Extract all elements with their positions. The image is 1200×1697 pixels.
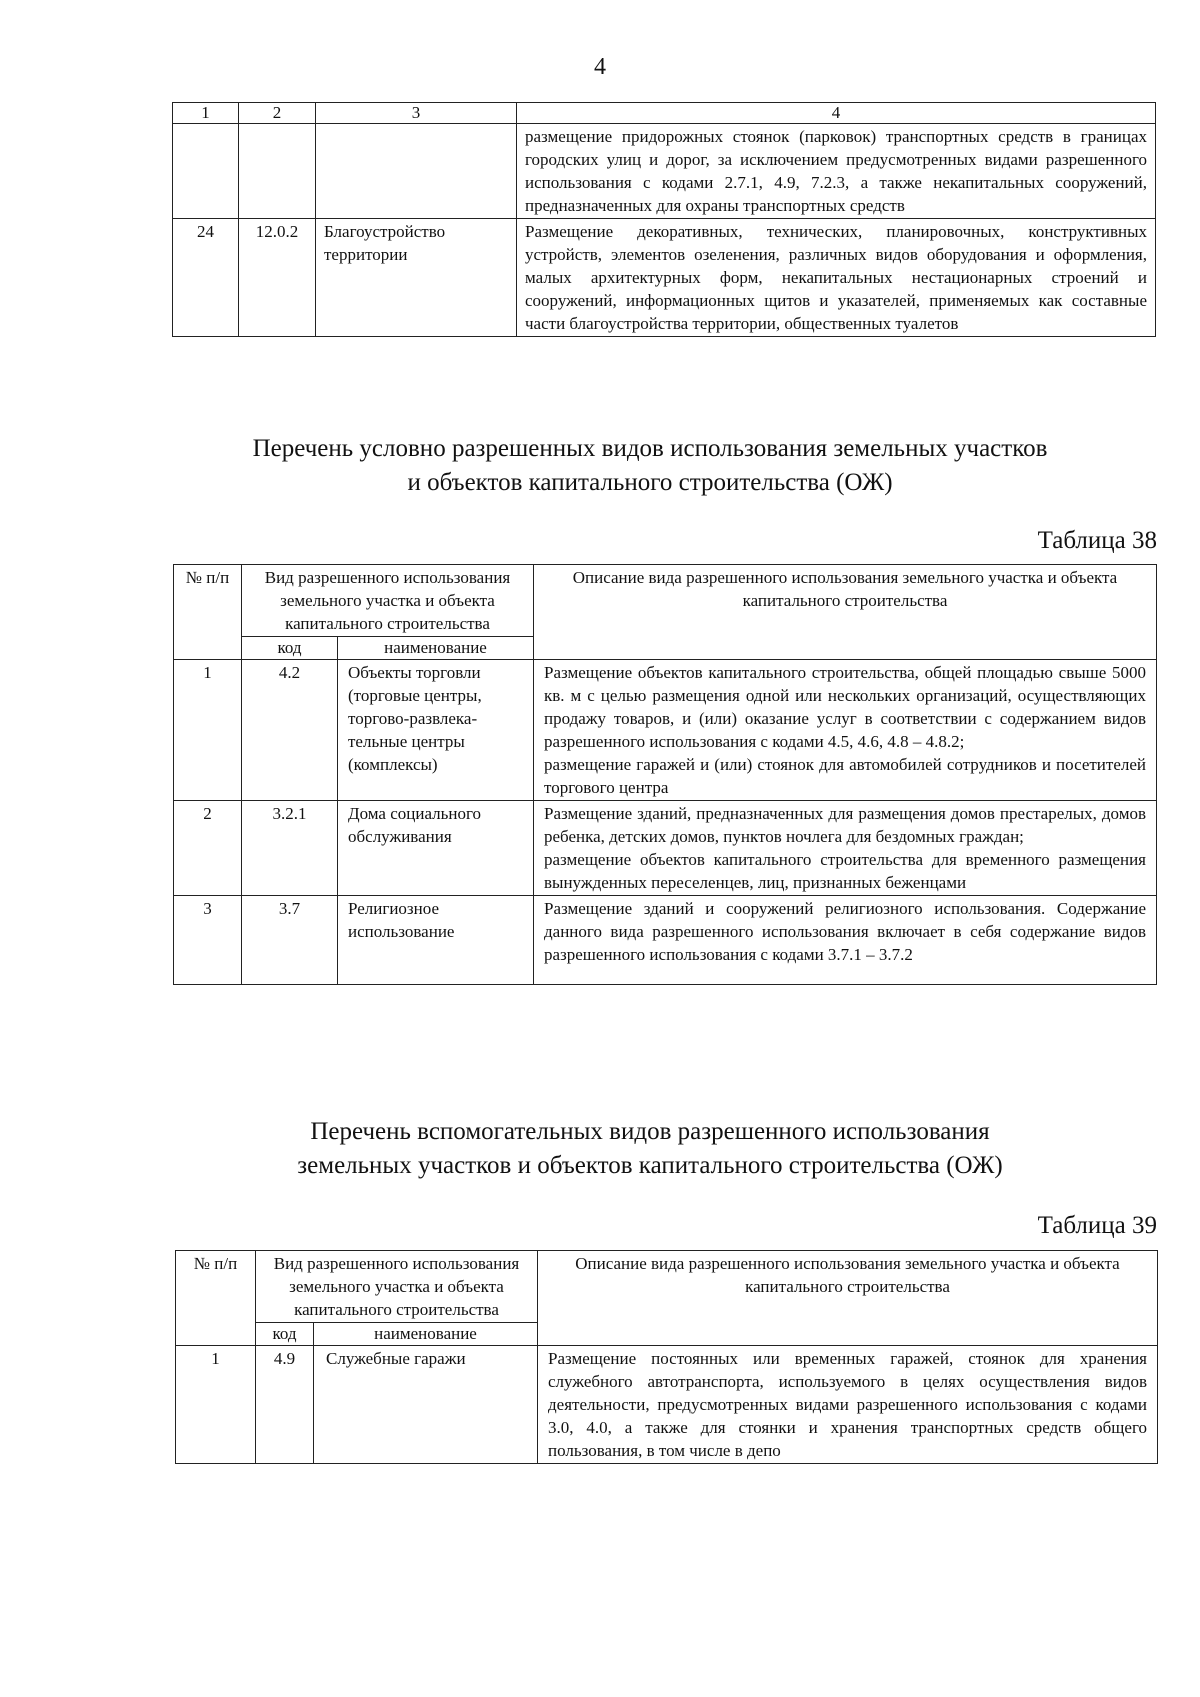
row-number: [173, 124, 239, 219]
row-name: [316, 124, 517, 219]
row-number: 24: [173, 219, 239, 337]
table-header-row: [173, 103, 1156, 124]
row-code: 4.2: [242, 660, 338, 801]
table-38-label: Таблица 38: [1037, 527, 1157, 554]
column-number-2: 2: [239, 103, 316, 124]
table-header-row: [174, 565, 1157, 637]
header-description: Описание вида разрешенного использования земельного участка и объекта капитального строительства: [534, 565, 1157, 660]
page-number: 4: [594, 54, 606, 80]
table-row: [174, 801, 1157, 896]
row-name: Служебные гаражи: [314, 1346, 538, 1464]
header-number: № п/п: [174, 565, 242, 660]
header-code: код: [242, 637, 338, 660]
row-number: 1: [174, 660, 242, 801]
header-description: Описание вида разрешенного использования земельного участка и объекта капитального строительства: [538, 1251, 1158, 1346]
row-code: [239, 124, 316, 219]
header-name: наименование: [338, 637, 534, 660]
row-description: Размещение декоративных, технических, планировочных, конструктивных устройств, элементов озеленения, различных видов оборудования и оформления, малых архитектурных форм, некапитальных нестационарных строений и сооружений, информационных щитов и указателей, применяемых как составные части благоустройства территории, общественных туалетов: [517, 219, 1156, 337]
description-paragraph: Размещение объектов капитального строительства, общей площадью свыше 5000 кв. м с целью размещения одной или нескольких организаций, осуществляющих продажу товаров, и (или) оказание услуг в соответствии с содержанием видов разрешенного использования с кодами 4.5, 4.6, 4.8 – 4.8.2;: [544, 663, 1146, 751]
auxiliary-uses-table: [175, 1250, 1158, 1464]
row-description: Размещение постоянных или временных гаражей, стоянок для хранения служебного автотранспорта, используемого в целях осуществления видов деятельности, предусмотренных видами разрешенного использования с кодами 3.0, 4.0, а также для стоянки и хранения транспортных средств общего пользования, в том числе в депо: [538, 1346, 1158, 1464]
column-number-4: 4: [517, 103, 1156, 124]
row-code: 3.2.1: [242, 801, 338, 896]
row-description: [534, 896, 1157, 985]
table-row: [173, 124, 1156, 219]
table-row: [174, 896, 1157, 985]
description-paragraph: Размещение зданий, предназначенных для размещения домов престарелых, домов ребенка, детских домов, пунктов ночлега для бездомных граждан;: [544, 804, 1146, 846]
table-row: [174, 660, 1157, 801]
table-39-label: Таблица 39: [1037, 1212, 1157, 1239]
header-kind: Вид разрешенного использования земельного участка и объекта капитального строительства: [256, 1251, 538, 1323]
row-name: Благоустройство территории: [316, 219, 517, 337]
row-number: 1: [176, 1346, 256, 1464]
row-name: Религиозное использование: [338, 896, 534, 985]
auxiliary-uses-title: [150, 1115, 1150, 1183]
title-line: Перечень условно разрешенных видов использования земельных участков: [252, 435, 1048, 462]
header-name: наименование: [314, 1323, 538, 1346]
conditional-uses-title: [150, 432, 1150, 500]
row-description: размещение придорожных стоянок (парковок) транспортных средств в границах городских улиц и дорог, за исключением предусмотренных видами разрешенного использования с кодами 2.7.1, 4.9, 7.2.3, а также некапитальных сооружений, предназначенных для охраны транспортных средств: [517, 124, 1156, 219]
row-description: [534, 660, 1157, 801]
description-paragraph: Размещение зданий и сооружений религиозного использования. Содержание данного вида разрешенного использования включает в себя содержание видов разрешенного использования с кодами 3.7.1 – 3.7.2: [544, 899, 1146, 964]
title-line: земельных участков и объектов капитального строительства (ОЖ): [297, 1152, 1003, 1179]
row-number: 2: [174, 801, 242, 896]
table-header-row: [176, 1251, 1158, 1323]
row-code: 3.7: [242, 896, 338, 985]
row-code: 12.0.2: [239, 219, 316, 337]
header-kind: Вид разрешенного использования земельного участка и объекта капитального строительства: [242, 565, 534, 637]
row-name: Дома социального обслуживания: [338, 801, 534, 896]
table-row: [176, 1346, 1158, 1464]
row-code: 4.9: [256, 1346, 314, 1464]
title-line: и объектов капитального строительства (ОЖ): [407, 469, 893, 496]
description-paragraph: размещение гаражей и (или) стоянок для автомобилей сотрудников и посетителей торгового центра: [544, 755, 1146, 797]
row-description: [534, 801, 1157, 896]
column-number-3: 3: [316, 103, 517, 124]
row-number: 3: [174, 896, 242, 985]
header-code: код: [256, 1323, 314, 1346]
header-number: № п/п: [176, 1251, 256, 1346]
continued-table: [172, 102, 1156, 337]
row-name: Объекты торговли (торговые центры, торгово-развлека-тельные центры (комплексы): [338, 660, 534, 801]
description-paragraph: размещение объектов капитального строительства для временного размещения вынужденных переселенцев, лиц, признанных беженцами: [544, 850, 1146, 892]
conditional-uses-table: [173, 564, 1157, 985]
table-row: [173, 219, 1156, 337]
column-number-1: 1: [173, 103, 239, 124]
title-line: Перечень вспомогательных видов разрешенного использования: [310, 1118, 990, 1145]
